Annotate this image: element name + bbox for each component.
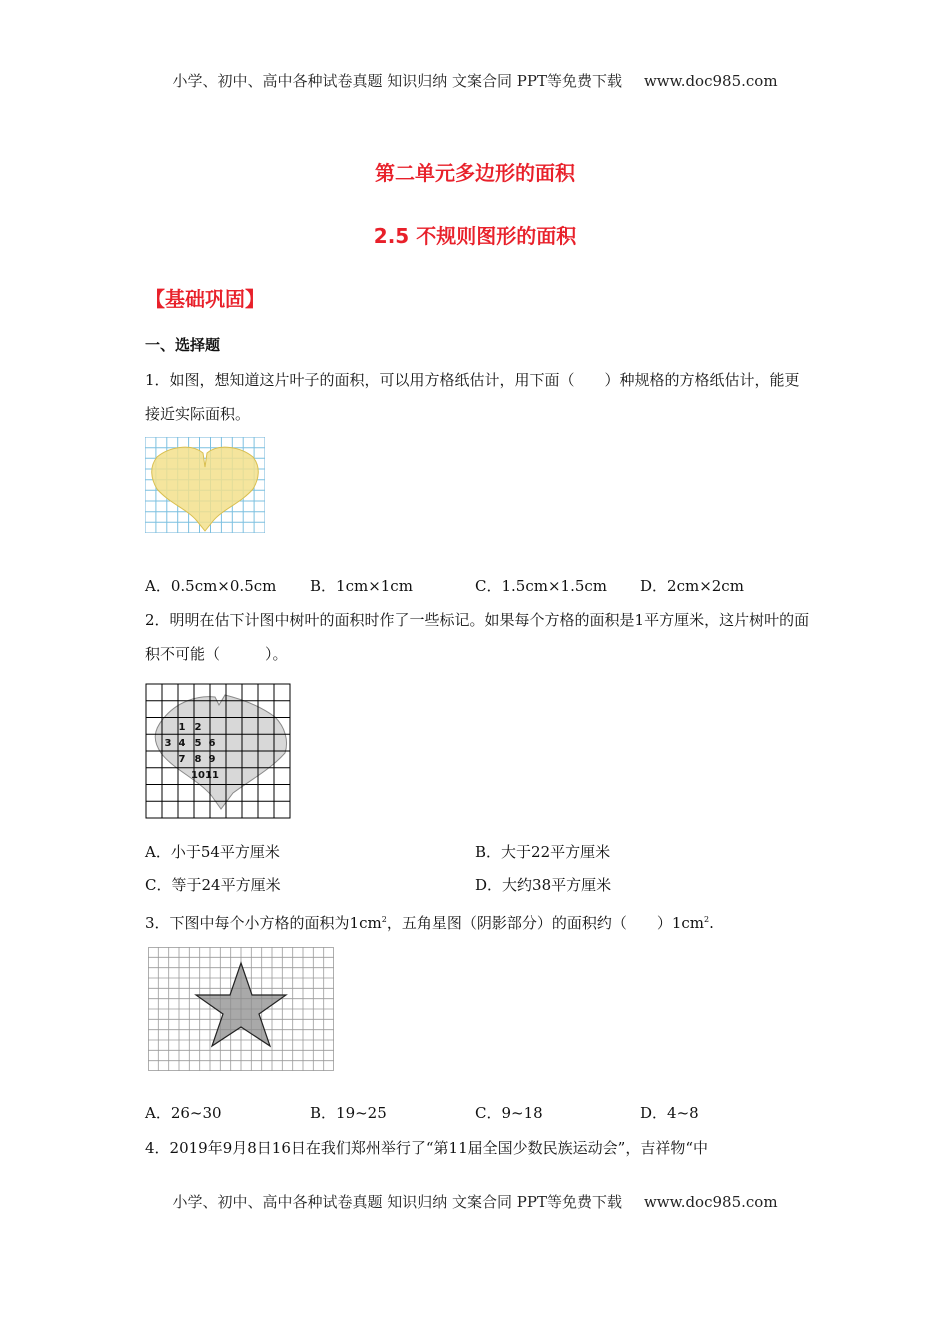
grid-label-8: 8 bbox=[194, 754, 202, 765]
lesson-title: 2.5 不规则图形的面积 bbox=[373, 224, 577, 248]
question-3-text: 3．下图中每个小方格的面积为$1cm^2$，五角星图（阴影部分）的面积约（ ）$1cm^2$. bbox=[145, 914, 714, 932]
question-2-option-c[interactable]: C．等于24平方厘米 bbox=[145, 876, 281, 894]
question-2-option-b[interactable]: B．大于22平方厘米 bbox=[475, 843, 611, 861]
grid-label-5: 5 bbox=[194, 738, 202, 749]
question-3-option-c[interactable]: C．9~18 bbox=[475, 1104, 543, 1122]
leaf-shape bbox=[155, 695, 286, 809]
header-url[interactable]: www.doc985.com bbox=[643, 72, 778, 90]
grid-label-11: 11 bbox=[205, 770, 219, 781]
question-3-option-d[interactable]: D．4~8 bbox=[640, 1104, 699, 1122]
grid-label-7: 7 bbox=[178, 754, 186, 765]
question-1-option-a[interactable]: A．0.5cm×0.5cm bbox=[145, 577, 277, 595]
header-text: 小学、初中、高中各种试卷真题 知识归纳 文案合同 PPT等免费下载 bbox=[172, 72, 622, 90]
page-header bbox=[0, 70, 950, 91]
grid-label-4: 4 bbox=[178, 738, 186, 749]
footer-url[interactable]: www.doc985.com bbox=[643, 1193, 778, 1211]
grid-label-10: 10 bbox=[191, 770, 205, 781]
grid-label-9: 9 bbox=[208, 754, 216, 765]
grid-label-6: 6 bbox=[208, 738, 216, 749]
question-3-star-figure bbox=[148, 947, 334, 1071]
question-1-text: 1．如图，想知道这片叶子的面积，可以用方格纸估计，用下面（ ）种规格的方格纸估计，能更接近实际面积。 bbox=[145, 371, 800, 423]
question-type-heading: 一、选择题 bbox=[145, 336, 221, 354]
grid-label-2: 2 bbox=[194, 722, 202, 733]
question-4-text: 4．2019年9月8日16日在我们郑州举行了“第11届全国少数民族运动会”，吉祥物“中 bbox=[145, 1139, 708, 1157]
footer-text: 小学、初中、高中各种试卷真题 知识归纳 文案合同 PPT等免费下载 bbox=[172, 1193, 622, 1211]
question-3-option-b[interactable]: B．19~25 bbox=[310, 1104, 387, 1122]
page-footer bbox=[0, 1191, 950, 1212]
question-1-option-c[interactable]: C．1.5cm×1.5cm bbox=[475, 577, 608, 595]
question-3-option-a[interactable]: A．26~30 bbox=[145, 1104, 222, 1122]
unit-title: 第二单元多边形的面积 bbox=[375, 161, 575, 185]
question-2-text: 2．明明在估下计图中树叶的面积时作了一些标记。如果每个方格的面积是1平方厘米，这片树叶的面积不可能（ ）。 bbox=[145, 611, 810, 663]
question-1-leaf-figure bbox=[145, 437, 265, 533]
question-2-leaf-figure bbox=[145, 683, 291, 819]
question-2-option-d[interactable]: D．大约38平方厘米 bbox=[475, 876, 612, 894]
section-heading: 【基础巩固】 bbox=[145, 287, 265, 311]
grid-label-3: 3 bbox=[164, 738, 172, 749]
grid-label-1: 1 bbox=[178, 722, 186, 733]
question-1-option-b[interactable]: B．1cm×1cm bbox=[310, 577, 413, 595]
question-2-option-a[interactable]: A．小于54平方厘米 bbox=[145, 843, 280, 861]
question-1-option-d[interactable]: D．2cm×2cm bbox=[640, 577, 744, 595]
